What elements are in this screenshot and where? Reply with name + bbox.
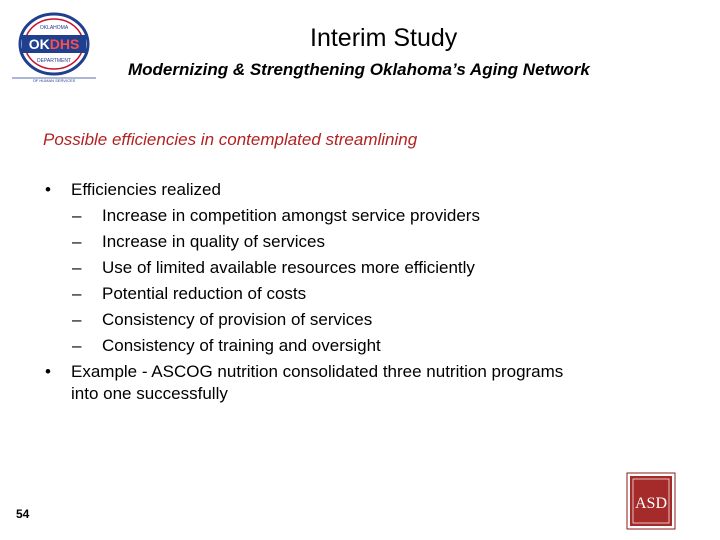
sub-dash: –: [72, 284, 82, 303]
asd-logo-text: ASD: [634, 495, 668, 512]
sub-text: Increase in competition amongst service providers: [102, 206, 480, 225]
sub-text: Potential reduction of costs: [102, 284, 307, 303]
sub-dash: –: [72, 258, 82, 277]
svg-text:DEPARTMENT: DEPARTMENT: [37, 58, 71, 64]
sub-dash: –: [72, 232, 82, 251]
sub-dash: –: [72, 336, 82, 355]
svg-text:OF HUMAN SERVICES: OF HUMAN SERVICES: [32, 78, 76, 83]
svg-text:OKDHS: OKDHS: [28, 36, 80, 52]
sub-dash: –: [72, 206, 82, 225]
sub-dash: –: [72, 310, 82, 329]
bullet-text: into one successfully: [71, 384, 228, 403]
section-heading: Possible efficiencies in contemplated streamlining: [43, 130, 418, 149]
bullet-text: Efficiencies realized: [71, 180, 221, 199]
asd-logo: [626, 472, 676, 530]
sub-text: Use of limited available resources more efficiently: [102, 258, 475, 277]
slide-title: Interim Study: [310, 24, 458, 52]
sub-text: Consistency of training and oversight: [102, 336, 381, 355]
okdhs-logo: [8, 10, 100, 84]
slide-subtitle: Modernizing & Strengthening Oklahoma’s Aging Network: [128, 60, 590, 79]
sub-text: Increase in quality of services: [102, 232, 325, 251]
sub-text: Consistency of provision of services: [102, 310, 373, 329]
bullet-text: Example - ASCOG nutrition consolidated three nutrition programs: [71, 362, 564, 381]
svg-text:OKLAHOMA: OKLAHOMA: [39, 25, 69, 31]
bullet-dot: •: [45, 362, 51, 381]
bullet-dot: •: [45, 180, 51, 199]
page-number: 54: [16, 507, 30, 521]
